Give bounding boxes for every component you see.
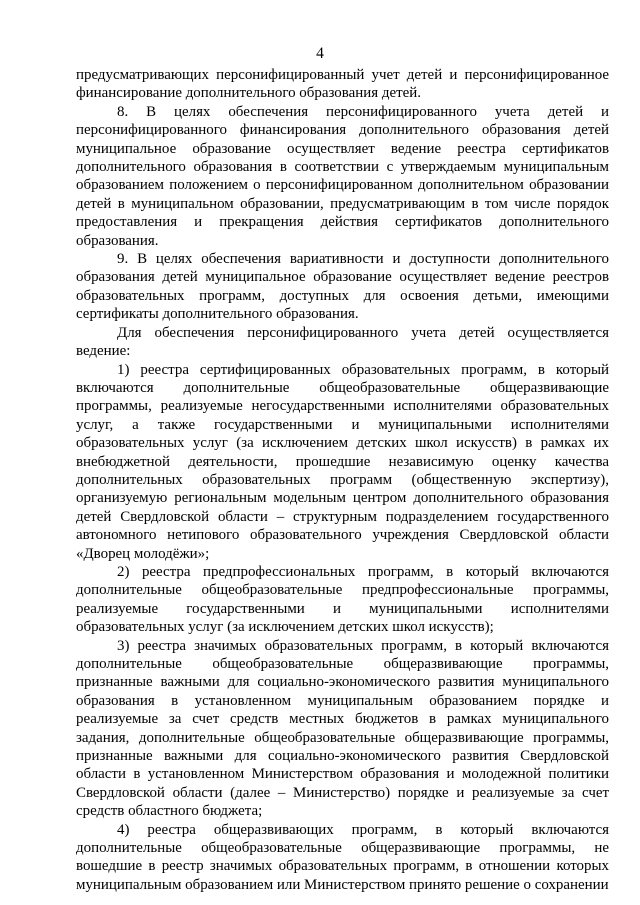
paragraph: 8. В целях обеспечения персонифицированного учета детей и персонифицированного финансирования дополнительного образования детей муниципальное образование осуществляет ведение реестра сертификатов дополнительного образования в соответствии с утверждаемым муниципальным образованием положением о персонифицированном дополнительном образовании детей в муниципальном образовании, предусматривающим в том числе порядок предоставления и прекращения действия сертификатов дополнительного образования. [76,103,609,249]
document-body [76,66,609,894]
paragraph: предусматривающих персонифицированный учет детей и персонифицированное финансирование дополнительного образования детей. [76,67,609,102]
paragraph: 9. В целях обеспечения вариативности и доступности дополнительного образования детей муниципальное образование осуществляет ведение реестров образовательных программ, доступных для освоения детьми, имеющими сертификаты дополнительного образования. [76,251,609,323]
paragraph: 2) реестра предпрофессиональных программ, в который включаются дополнительные общеобразовательные предпрофессиональные программы, реализуемые государственными и муниципальными исполнителями образовательных услуг (за исключением детских школ искусств); [76,563,609,636]
paragraph: 3) реестра значимых образовательных программ, в который включаются дополнительные общеобразовательные общеразвивающие программы, признанные важными для социально-экономического развития муниципального образования в установленном муниципальным образованием порядке и реализуемые за счет средств местных бюджетов в рамках муниципального задания, дополнительные общеобразовательные общеразвивающие программы, признанные важными для социально-экономического развития Свердловской области в установленном Министерством образования и молодежной политики Свердловской области (далее – Министерство) порядке и реализуемые за счет средств областного бюджета; [76,637,609,820]
page-number: 4 [316,45,324,62]
paragraph: 4) реестра общеразвивающих программ, в который включаются дополнительные общеобразовательные общеразвивающие программы, не вошедшие в реестр значимых образовательных программ, в отношении которых муниципальным образованием или Министерством принято решение о сохранении [76,821,609,893]
paragraph: 1) реестра сертифицированных образовательных программ, в который включаются дополнительные общеобразовательные общеразвивающие программы, реализуемые негосударственными исполнителями образовательных услуг, а также государственными и муниципальными исполнителями образовательных услуг (за исключением детских школ искусств) в рамках их внебюджетной деятельности, прошедшие независимую оценку качества дополнительных образовательных программ (общественную экспертизу), организуемую региональным модельным центром дополнительного образования детей Свердловской области – структурным подразделением государственного автономного нетипового образовательного учреждения Свердловской области «Дворец молодёжи»; [76,361,609,562]
paragraph: Для обеспечения персонифицированного учета детей осуществляется ведение: [76,324,609,360]
